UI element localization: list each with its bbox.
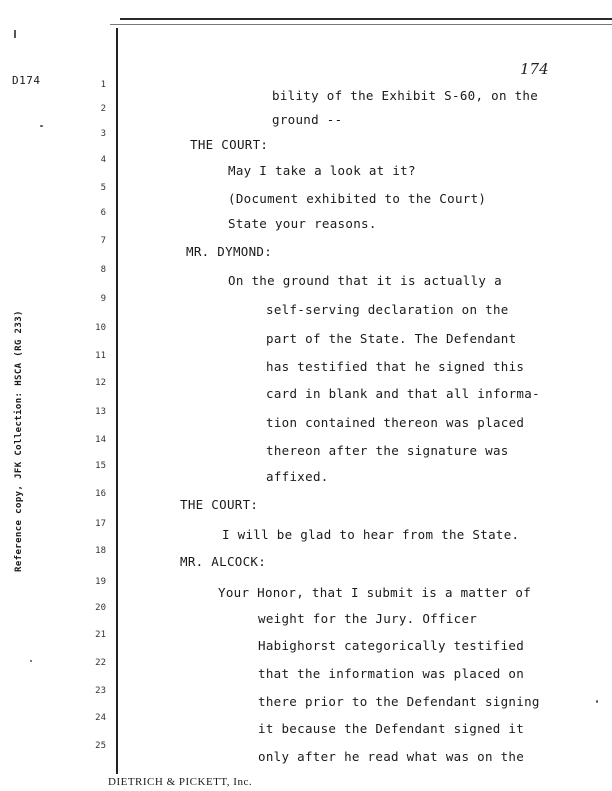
- line-number: 22: [95, 658, 106, 668]
- line-number: 2: [100, 104, 106, 114]
- transcript-line: has testified that he signed this: [266, 359, 525, 374]
- line-number: 24: [95, 713, 106, 723]
- line-number: 1: [100, 80, 106, 90]
- line-number: 12: [95, 378, 106, 388]
- transcript-line: there prior to the Defendant signing: [258, 694, 540, 709]
- line-number: 5: [100, 183, 106, 193]
- line-number: 13: [95, 407, 106, 417]
- transcript-line: Your Honor, that I submit is a matter of: [218, 585, 532, 600]
- line-number: 8: [100, 265, 106, 275]
- transcript-line: (Document exhibited to the Court): [228, 191, 487, 206]
- line-number: 21: [95, 630, 106, 640]
- transcript-line: ground --: [272, 112, 343, 127]
- line-number: 25: [95, 741, 106, 751]
- transcript-line: Habighorst categorically testified: [258, 638, 525, 653]
- line-number: 10: [95, 323, 106, 333]
- top-scan-rule-thin: [110, 24, 612, 25]
- transcript-line: weight for the Jury. Officer: [258, 611, 478, 626]
- transcript-line: THE COURT:: [180, 497, 259, 512]
- scan-speck: [30, 660, 32, 662]
- line-number: 15: [95, 461, 106, 471]
- transcript-line: tion contained thereon was placed: [266, 415, 525, 430]
- transcript-line: On the ground that it is actually a: [228, 273, 502, 288]
- line-number: 19: [95, 577, 106, 587]
- scan-speck: [596, 700, 598, 703]
- line-number: 6: [100, 208, 106, 218]
- handwritten-page-number: 174: [520, 60, 549, 78]
- transcript-line: self-serving declaration on the: [266, 302, 509, 317]
- transcript-line: it because the Defendant signed it: [258, 721, 525, 736]
- transcript-line: card in blank and that all informa-: [266, 386, 540, 401]
- line-number: 11: [95, 351, 106, 361]
- transcript-line: bility of the Exhibit S-60, on the: [272, 88, 539, 103]
- margin-border-line: [116, 28, 118, 774]
- reporter-footer: DIETRICH & PICKETT, Inc.: [108, 776, 253, 788]
- line-number: 4: [100, 155, 106, 165]
- line-number: 18: [95, 546, 106, 556]
- scan-speck: [14, 30, 16, 38]
- transcript-line: I will be glad to hear from the State.: [222, 527, 520, 542]
- transcript-line: thereon after the signature was: [266, 443, 509, 458]
- line-number: 14: [95, 435, 106, 445]
- transcript-line: only after he read what was on the: [258, 749, 525, 764]
- transcript-line: that the information was placed on: [258, 666, 525, 681]
- line-number: 23: [95, 686, 106, 696]
- transcript-line: State your reasons.: [228, 216, 377, 231]
- transcript-line: MR. ALCOCK:: [180, 554, 267, 569]
- line-number: 16: [95, 489, 106, 499]
- line-number: 20: [95, 603, 106, 613]
- transcript-line: part of the State. The Defendant: [266, 331, 517, 346]
- line-number: 3: [100, 129, 106, 139]
- archive-reference-note: Reference copy, JFK Collection: HSCA (RG 233): [14, 310, 24, 572]
- transcript-line: affixed.: [266, 469, 329, 484]
- line-number: 7: [100, 236, 106, 246]
- document-id: D174: [12, 74, 41, 87]
- transcript-line: MR. DYMOND:: [186, 244, 273, 259]
- line-number: 17: [95, 519, 106, 529]
- scan-speck: [40, 125, 43, 127]
- transcript-line: THE COURT:: [190, 137, 269, 152]
- line-number: 9: [100, 294, 106, 304]
- top-scan-rule: [120, 18, 612, 20]
- transcript-line: May I take a look at it?: [228, 163, 416, 178]
